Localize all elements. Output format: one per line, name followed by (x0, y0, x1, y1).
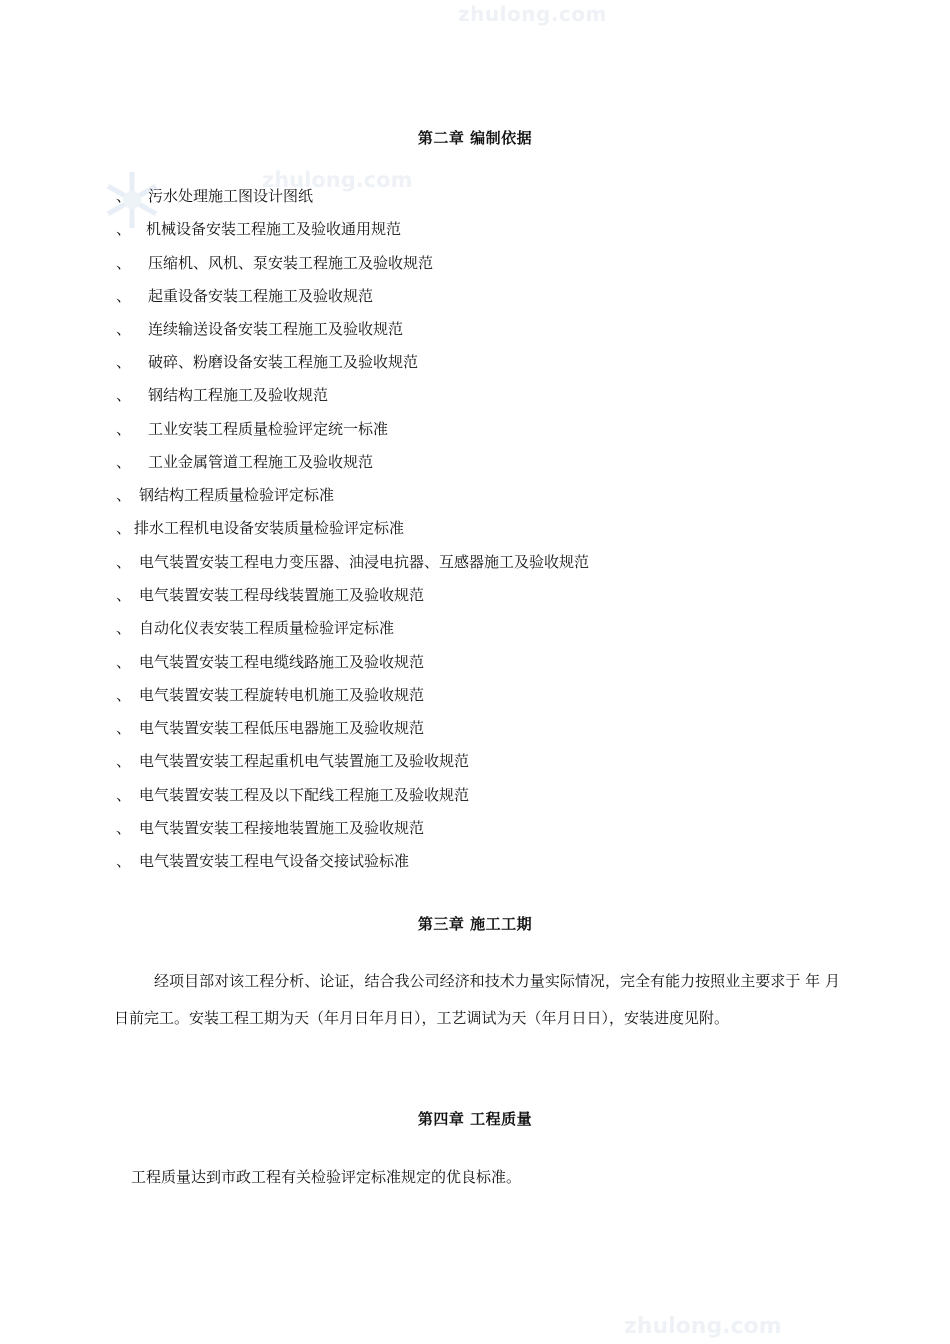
basis-item (116, 485, 334, 505)
basis-item (116, 219, 401, 239)
basis-item (116, 585, 424, 605)
item-text: 电气装置安装工程接地装置施工及验收规范 (139, 819, 425, 837)
item-text: 工业安装工程质量检验评定统一标准 (148, 420, 389, 438)
basis-item (116, 685, 424, 705)
basis-item (116, 851, 409, 871)
chapter-3-paragraph: 经项目部对该工程分析、论证，结合我公司经济和技术力量实际情况，完全有能力按照业主要求于 年 月 日前完工。安装工程工期为天（年月日年月日），工艺调试为天（年月日日），安装进度见附。 (114, 972, 840, 1027)
chapter-2-title: 第二章 编制依据 (417, 129, 533, 147)
item-text: 压缩机、风机、泵安装工程施工及验收规范 (148, 254, 434, 272)
item-mark: 、 (116, 519, 132, 537)
item-mark: 、 (116, 220, 132, 238)
watermark-middle: zhulong.com (262, 168, 413, 192)
basis-item (116, 652, 424, 672)
item-text: 电气装置安装工程电气设备交接试验标准 (139, 852, 410, 870)
item-mark: 、 (116, 553, 132, 571)
item-mark: 、 (116, 653, 132, 671)
chapter-3-title: 第三章 施工工期 (417, 915, 533, 933)
item-text: 电气装置安装工程及以下配线工程施工及验收规范 (139, 786, 470, 804)
basis-item (116, 785, 469, 805)
basis-item (116, 253, 433, 273)
basis-item (116, 452, 373, 472)
basis-item (116, 751, 469, 771)
item-mark: 、 (116, 386, 132, 404)
item-mark: 、 (116, 586, 132, 604)
item-mark: 、 (116, 187, 132, 205)
watermark-bottom: zhulong.com (624, 1314, 782, 1339)
item-mark: 、 (116, 752, 132, 770)
basis-item (116, 286, 373, 306)
basis-item (116, 518, 404, 538)
basis-item (116, 618, 394, 638)
basis-item (116, 818, 424, 838)
item-mark: 、 (116, 852, 132, 870)
item-text: 电气装置安装工程电力变压器、油浸电抗器、互感器施工及验收规范 (139, 553, 590, 571)
item-text: 工业金属管道工程施工及验收规范 (148, 453, 374, 471)
item-text: 机械设备安装工程施工及验收通用规范 (146, 220, 402, 238)
item-mark: 、 (116, 453, 132, 471)
item-text: 起重设备安装工程施工及验收规范 (148, 287, 374, 305)
item-mark: 、 (116, 786, 132, 804)
basis-item (116, 552, 589, 572)
item-mark: 、 (116, 320, 132, 338)
item-text: 自动化仪表安装工程质量检验评定标准 (139, 619, 395, 637)
item-mark: 、 (116, 686, 132, 704)
item-text: 电气装置安装工程电缆线路施工及验收规范 (139, 653, 425, 671)
item-text: 钢结构工程施工及验收规范 (148, 386, 329, 404)
basis-item (116, 419, 388, 439)
chapter-4-title: 第四章 工程质量 (417, 1110, 533, 1128)
item-mark: 、 (116, 353, 132, 371)
item-text: 连续输送设备安装工程施工及验收规范 (148, 320, 404, 338)
item-mark: 、 (116, 287, 132, 305)
basis-item (116, 352, 418, 372)
item-text: 污水处理施工图设计图纸 (148, 187, 314, 205)
item-text: 排水工程机电设备安装质量检验评定标准 (134, 519, 405, 537)
item-mark: 、 (116, 486, 132, 504)
chapter-4-paragraph: 工程质量达到市政工程有关检验评定标准规定的优良标准。 (131, 1168, 522, 1186)
item-text: 电气装置安装工程低压电器施工及验收规范 (139, 719, 425, 737)
item-mark: 、 (116, 254, 132, 272)
item-mark: 、 (116, 420, 132, 438)
item-mark: 、 (116, 819, 132, 837)
basis-item (116, 186, 313, 206)
basis-item (116, 718, 424, 738)
basis-item (116, 319, 403, 339)
item-text: 电气装置安装工程母线装置施工及验收规范 (139, 586, 425, 604)
item-text: 破碎、粉磨设备安装工程施工及验收规范 (148, 353, 419, 371)
watermark-top: zhulong.com (458, 2, 607, 26)
basis-item (116, 385, 328, 405)
item-text: 电气装置安装工程起重机电气装置施工及验收规范 (139, 752, 470, 770)
item-text: 电气装置安装工程旋转电机施工及验收规范 (139, 686, 425, 704)
item-text: 钢结构工程质量检验评定标准 (139, 486, 335, 504)
item-mark: 、 (116, 719, 132, 737)
item-mark: 、 (116, 619, 132, 637)
